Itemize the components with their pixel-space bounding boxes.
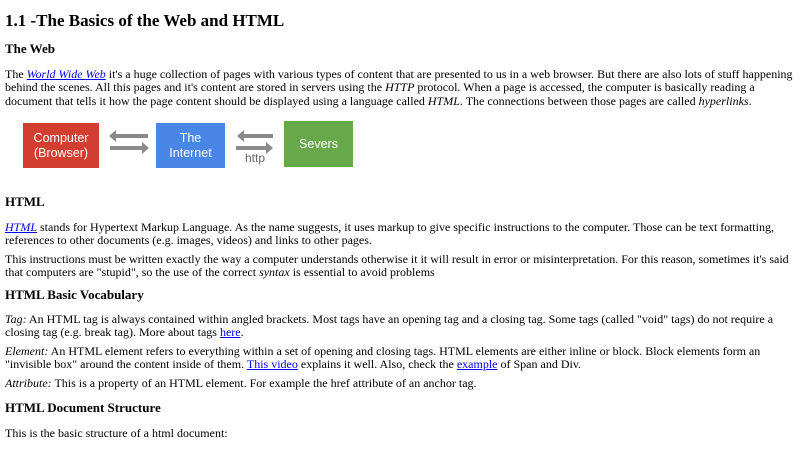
http-label: http <box>245 151 266 165</box>
computer-browser-box: Computer (Browser) <box>23 123 99 168</box>
arrow-right-icon <box>236 146 267 150</box>
this-video-link[interactable]: This video <box>246 357 298 372</box>
vocab-attribute-paragraph: Attribute: This is a property of an HTML element. For example the href attribute of an anchor tag. <box>5 376 477 390</box>
hyperlinks-term: hyperlinks <box>698 93 749 108</box>
attribute-term: Attribute: <box>5 376 52 390</box>
arrow-right-icon <box>110 146 143 150</box>
vocab-element-paragraph: Element: An HTML element refers to everything within a set of opening and closing tags. HTML elements are either inline or block. Block elements form an "invisible box" around the content inside of them. This video explains it well. Also, check the example of Span and Div. <box>5 344 761 372</box>
http-term: HTTP <box>385 80 415 95</box>
world-wide-web-link[interactable]: World Wide Web <box>26 67 106 81</box>
arrow-left-icon <box>243 134 273 138</box>
example-link[interactable]: example <box>456 357 498 372</box>
structure-paragraph: This is the basic structure of a html document: <box>5 426 228 440</box>
section-heading-html: HTML <box>5 194 45 209</box>
arrow-left-icon <box>115 134 148 138</box>
tag-term: Tag: <box>5 312 27 326</box>
html-paragraph-1: HTML stands for Hypertext Markup Language. As the name suggests, it uses markup to give specific instructions to the computer. Those can be text formatting, references to other documents (e.g. images, videos) and links to other pages. <box>5 220 774 248</box>
tags-here-link[interactable]: here <box>219 325 241 340</box>
vocab-tag-paragraph: Tag: An HTML tag is always contained within angled brackets. Most tags have an opening tag and a closing tag. Some tags (called "void" tags) do not require a closing tag (e.g. break tag). More about tags here. <box>5 312 774 340</box>
section-heading-document-structure: HTML Document Structure <box>5 400 161 415</box>
element-term: Element: <box>5 344 49 358</box>
servers-box: Severs <box>284 121 353 167</box>
internet-box: The Internet <box>156 123 225 168</box>
html-term: HTML <box>427 93 460 108</box>
page-title: 1.1 -The Basics of the Web and HTML <box>5 11 285 30</box>
syntax-term: syntax <box>259 265 290 280</box>
web-paragraph: The World Wide Web it's a huge collection of pages with various types of content that are presented to us in a web browser. But there are also lots of stuff happening behind the scenes. All this pages and it's content are stored in servers using the HTTP protocol. When a page is accessed, the computer is basically reading a document that tells it how the page content should be displayed using a language called HTML. The connections between those pages are called hyperlinks. <box>5 67 793 108</box>
html-link[interactable]: HTML <box>5 220 38 234</box>
section-heading-the-web: The Web <box>5 41 55 56</box>
html-paragraph-2: This instructions must be written exactly the way a computer understands otherwise it it will result in error or misinterpretation. For this reason, sometimes it's said that computers are "stupid", so the use of the correct syntax is essential to avoid problems <box>5 252 789 280</box>
web-diagram <box>23 121 363 171</box>
section-heading-vocabulary: HTML Basic Vocabulary <box>5 287 144 302</box>
